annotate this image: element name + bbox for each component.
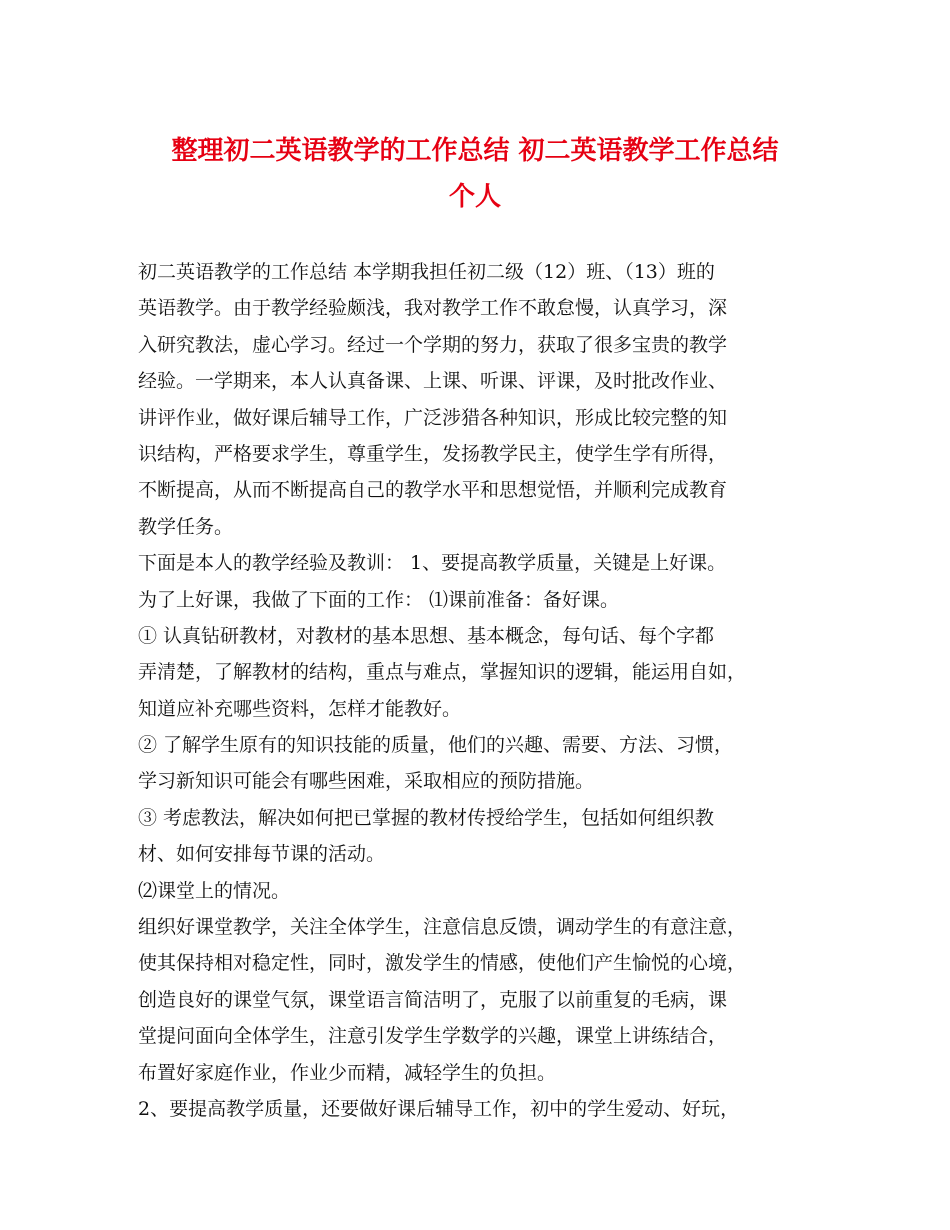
body-line: 不断提高，从而不断提高自己的教学水平和思想觉悟，并顺利完成教育 bbox=[138, 479, 728, 502]
body-line: 识结构，严格要求学生，尊重学生，发扬教学民主，使学生学有所得， bbox=[138, 442, 728, 465]
body-line: 堂提问面向全体学生，注意引发学生学数学的兴趣，课堂上讲练结合， bbox=[138, 1025, 728, 1048]
body-line: ② 了解学生原有的知识技能的质量，他们的兴趣、需要、方法、习惯， bbox=[138, 734, 734, 757]
body-line: ⑵课堂上的情况。 bbox=[138, 879, 291, 902]
body-line: 材、如何安排每节课的活动。 bbox=[138, 843, 386, 866]
body-line: 初二英语教学的工作总结 本学期我担任初二级（12）班、（13）班的 bbox=[138, 261, 715, 283]
body-line: 知道应补充哪些资料，怎样才能教好。 bbox=[138, 697, 462, 720]
body-line: 组织好课堂教学，关注全体学生，注意信息反馈，调动学生的有意注意， bbox=[138, 916, 747, 939]
document-title-line-1: 整理初二英语教学的工作总结 初二英语教学工作总结 bbox=[171, 136, 779, 166]
body-line: ③ 考虑教法，解决如何把已掌握的教材传授给学生，包括如何组织教 bbox=[138, 806, 715, 829]
body-line: 讲评作业，做好课后辅导工作，广泛涉猎各种知识，形成比较完整的知 bbox=[138, 406, 728, 429]
body-line: 入研究教法，虚心学习。经过一个学期的努力，获取了很多宝贵的教学 bbox=[138, 333, 728, 356]
body-line: 经验。一学期来，本人认真备课、上课、听课、评课，及时批改作业、 bbox=[138, 370, 728, 393]
body-line: 布置好家庭作业，作业少而精，减轻学生的负担。 bbox=[138, 1061, 557, 1084]
body-line: 教学任务。 bbox=[138, 515, 234, 538]
body-line: 创造良好的课堂气氛，课堂语言简洁明了，克服了以前重复的毛病，课 bbox=[138, 988, 728, 1011]
body-line: ① 认真钻研教材，对教材的基本思想、基本概念，每句话、每个字都 bbox=[138, 624, 715, 647]
document-body bbox=[138, 254, 818, 1127]
body-line: 为了上好课，我做了下面的工作： ⑴课前准备：备好课。 bbox=[138, 588, 620, 611]
document-title-line-2: 个人 bbox=[448, 182, 501, 212]
body-line: 弄清楚，了解教材的结构，重点与难点，掌握知识的逻辑，能运用自如， bbox=[138, 661, 747, 684]
body-line: 英语教学。由于教学经验颇浅，我对教学工作不敢怠慢，认真学习，深 bbox=[138, 297, 728, 320]
body-line: 使其保持相对稳定性，同时，激发学生的情感，使他们产生愉悦的心境， bbox=[138, 952, 747, 975]
body-line: 学习新知识可能会有哪些困难，采取相应的预防措施。 bbox=[138, 770, 595, 793]
body-line: 下面是本人的教学经验及教训： 1、要提高教学质量，关键是上好课。 bbox=[138, 552, 727, 575]
body-line: 2、要提高教学质量，还要做好课后辅导工作，初中的学生爱动、好玩， bbox=[138, 1097, 740, 1120]
